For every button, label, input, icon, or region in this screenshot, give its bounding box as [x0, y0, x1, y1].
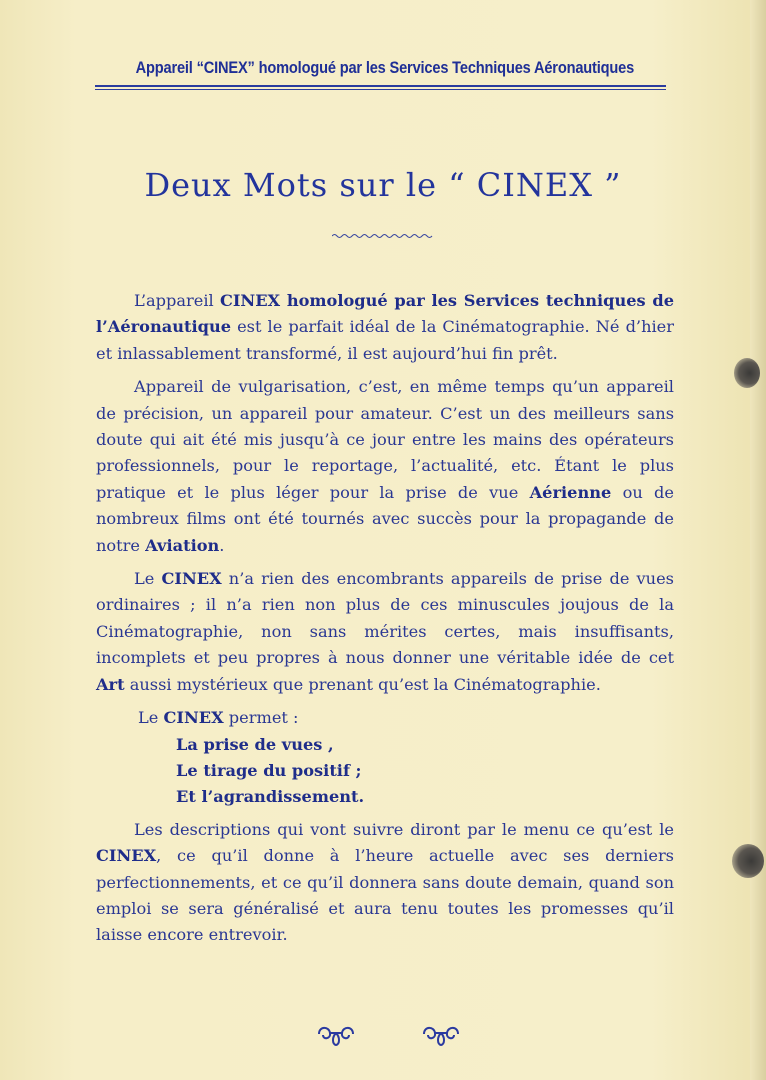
text-run: L’appareil	[134, 291, 220, 310]
emphasis-run: Aviation	[145, 535, 220, 555]
permet-intro	[96, 705, 674, 731]
header-rule-thin	[95, 89, 666, 90]
title-squiggle-divider	[332, 231, 434, 241]
paragraph-5	[96, 817, 674, 949]
paragraph-2	[96, 374, 674, 559]
permet-intro-name: CINEX	[163, 708, 224, 728]
paragraph-3	[96, 566, 674, 698]
flourish-ornament-right	[420, 1022, 462, 1048]
permet-item: La prise de vues ,	[176, 734, 334, 754]
text-run: Le	[134, 569, 162, 589]
emphasis-run: CINEX homologué par les Services techniques de l’Aéronautique	[96, 291, 674, 337]
permet-list	[96, 705, 674, 811]
page-edge	[750, 0, 766, 1080]
header-title: Appareil “CINEX” homologué par les Services Techniques Aéronautiques	[135, 58, 635, 77]
header-rule	[95, 85, 666, 87]
text-run: Les descriptions qui vont suivre diront par le menu ce qu’est le	[134, 819, 674, 839]
text-run: aussi mystérieux que prenant qu’est la Cinématographie.	[124, 674, 601, 694]
emphasis-run: Art	[96, 674, 125, 694]
permet-intro-prefix: Le	[138, 708, 164, 728]
emphasis-run: CINEX	[96, 846, 157, 866]
page-title: Deux Mots sur le “ CINEX ”	[144, 166, 622, 204]
running-header	[95, 58, 666, 78]
permet-item: Le tirage du positif ;	[176, 760, 362, 780]
text-run: est le parfait idéal de la Cinématographie. Né d’hier et inlassablement transformé, il est aujourd’hui fin prêt.	[96, 317, 674, 363]
emphasis-run: CINEX	[161, 569, 222, 589]
flourish-ornament-left	[315, 1022, 357, 1048]
body-text	[96, 288, 674, 956]
permet-intro-suffix: permet :	[223, 708, 299, 728]
text-run: ou de nombreux films ont été tournés avec succès pour la propagande de notre	[96, 482, 674, 555]
emphasis-run: Aérienne	[529, 482, 612, 502]
binder-hole-bottom	[732, 844, 764, 878]
text-run: n’a rien des encombrants appareils de prise de vues ordinaires ; il n’a rien non plus de ces minuscules joujous de la Cinématographie, non sans mérites certes, mais insuffisants, incomplets et peu propres à nous donner une véritable idée de cet	[96, 569, 674, 668]
paragraph-1	[96, 288, 674, 367]
text-run: Appareil de vulgarisation, c’est, en même temps qu’un appareil de précision, un appareil pour amateur. C’est un des meilleurs sans doute qui ait été mis jusqu’à ce jour entre les mains des opérateurs professionnels, pour le reportage, l’actualité, etc. Étant le plus pratique et le plus léger pour la prise de vue	[96, 377, 674, 502]
text-run: .	[219, 535, 225, 555]
binder-hole-top	[734, 358, 760, 388]
text-run: , ce qu’il donne à l’heure actuelle avec ses derniers perfectionnements, et ce qu’il donnera sans doute demain, quand son emploi se sera généralisé et aura tenu toutes les promesses qu’il laisse encore entrevoir.	[96, 846, 674, 945]
permet-item: Et l’agrandissement.	[176, 787, 365, 807]
